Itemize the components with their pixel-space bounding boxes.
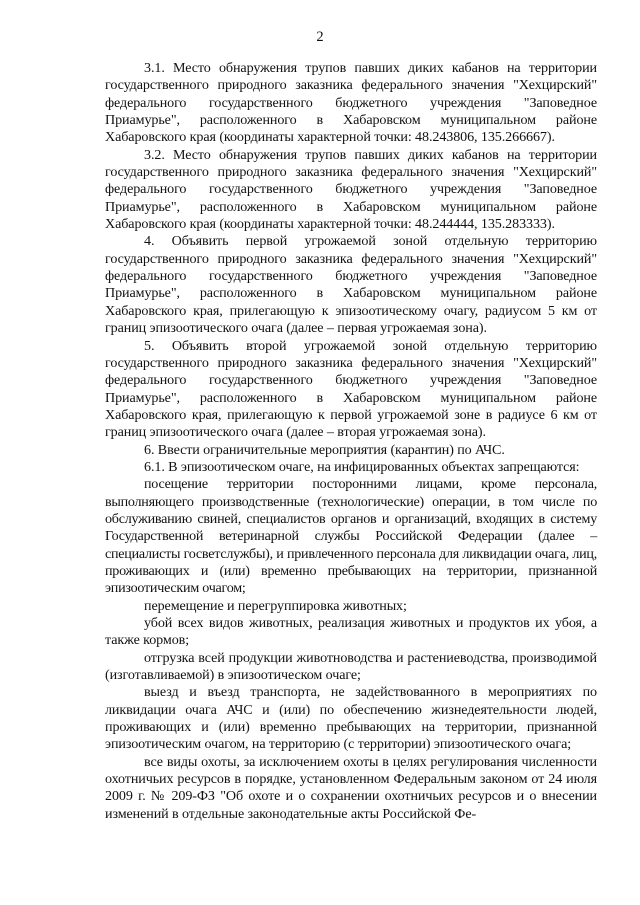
list-item-slaughter: убой всех видов животных, реализация животных и продуктов их убоя, а также кормов;	[105, 615, 597, 649]
list-item-transport: выезд и въезд транспорта, не задействованного в мероприятиях по ликвидации очага АЧС и (или) по обеспечению жизнедеятельности людей, проживающих и (или) временно пребывающих на территории, признанной эпизоотическим очагом, на территорию (с территории) эпизоотического очага;	[105, 684, 597, 753]
document-body	[105, 60, 597, 823]
paragraph-6-1: 6.1. В эпизоотическом очаге, на инфицированных объектах запрещаются:	[144, 458, 580, 475]
list-item-movement: перемещение и перегруппировка животных;	[144, 597, 407, 614]
paragraph-4: 4. Объявить первой угрожаемой зоной отдельную территорию государственного природного заказника федерального значения "Хехцирский" федерального государственного бюджетного учреждения "Заповедное Приамурье", расположенного в Хабаровском муниципальном районе Хабаровского края, прилегающую к эпизоотическому очагу, радиусом 5 км от границ эпизоотического очага (далее – первая угрожаемая зона).	[105, 233, 597, 337]
page-number: 2	[316, 29, 324, 45]
paragraph-3-1: 3.1. Место обнаружения трупов павших диких кабанов на территории государственного природного заказника федерального значения "Хехцирский" федерального государственного бюджетного учреждения "Заповедное Приамурье", расположенного в Хабаровском муниципальном районе Хабаровского края (координаты характерной точки: 48.243806, 135.266667).	[105, 60, 597, 146]
list-item-visiting: посещение территории посторонними лицами, кроме персонала, выполняющего производственные (технологические) операции, в том числе по обслуживанию свиней, специалистов органов и организаций, входящих в систему Государственной ветеринарной службы Российской Федерации (далее – специалисты госветслужбы), и привлеченного персонала для ликвидации очага, лиц, проживающих и (или) временно пребывающих на территории, признанной эпизоотическим очагом;	[105, 476, 597, 597]
paragraph-3-2: 3.2. Место обнаружения трупов павших диких кабанов на территории государственного природного заказника федерального значения "Хехцирский" федерального государственного бюджетного учреждения "Заповедное Приамурье", расположенного в Хабаровском муниципальном районе Хабаровского края (координаты характерной точки: 48.244444, 135.283333).	[105, 146, 597, 233]
paragraph-5: 5. Объявить второй угрожаемой зоной отдельную территорию государственного природного заказника федерального значения "Хехцирский" федерального государственного бюджетного учреждения "Заповедное Приамурье", расположенного в Хабаровском муниципальном районе Хабаровского края, прилегающую к первой угрожаемой зоне в радиусе 6 км от границ эпизоотического очага (далее – вторая угрожаемая зона).	[105, 337, 597, 441]
paragraph-6: 6. Ввести ограничительные мероприятия (карантин) по АЧС.	[144, 441, 505, 458]
list-item-hunting: все виды охоты, за исключением охоты в целях регулирования численности охотничьих ресурсов в порядке, установленном Федеральным законом от 24 июля 2009 г. № 209-ФЗ "Об охоте и о сохранении охотничьих ресурсов и о внесении изменений в отдельные законодательные акты Российской Фе-	[105, 753, 597, 822]
list-item-shipment: отгрузка всей продукции животноводства и растениеводства, производимой (изготавливаемой) в эпизоотическом очаге;	[105, 649, 597, 684]
